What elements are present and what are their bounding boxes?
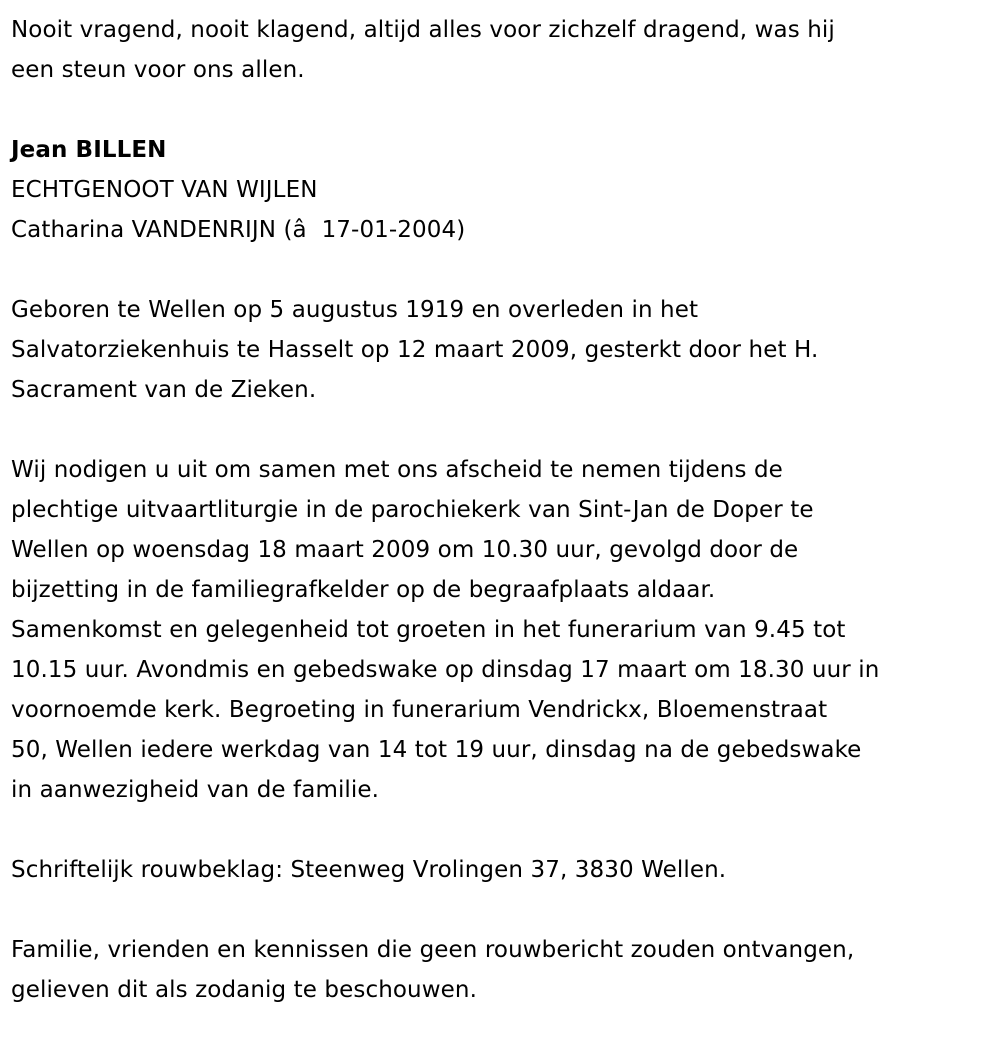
closing-line: Familie, vrienden en kennissen die geen rouwbericht zouden ontvangen,: [11, 937, 855, 963]
condolence-address: Schriftelijk rouwbeklag: Steenweg Vrolingen 37, 3830 Wellen.: [11, 857, 727, 883]
deceased-relation: ECHTGENOOT VAN WIJLEN: [11, 177, 318, 203]
invitation-line: 10.15 uur. Avondmis en gebedswake op dinsdag 17 maart om 18.30 uur in: [11, 657, 880, 683]
condolence-paragraph: [11, 850, 991, 890]
motto-line: Nooit vragend, nooit klagend, altijd alles voor zichzelf dragend, was hij: [11, 17, 835, 43]
spacer: [11, 90, 991, 130]
obituary-document: [11, 10, 991, 1010]
deceased-name: Jean BILLEN: [11, 137, 167, 163]
spacer: [11, 810, 991, 850]
invitation-line: voornoemde kerk. Begroeting in funerarium Vendrickx, Bloemenstraat: [11, 697, 828, 723]
birth-death-line: Salvatorziekenhuis te Hasselt op 12 maart 2009, gesterkt door het H.: [11, 337, 819, 363]
invitation-line: plechtige uitvaartliturgie in de parochiekerk van Sint-Jan de Doper te: [11, 497, 814, 523]
motto-paragraph: [11, 10, 991, 90]
invitation-line: Wellen op woensdag 18 maart 2009 om 10.30 uur, gevolgd door de: [11, 537, 799, 563]
invitation-line: bijzetting in de familiegrafkelder op de begraafplaats aldaar.: [11, 577, 716, 603]
closing-line: gelieven dit als zodanig te beschouwen.: [11, 977, 477, 1003]
invitation-line: Samenkomst en gelegenheid tot groeten in het funerarium van 9.45 tot: [11, 617, 846, 643]
birth-death-line: Sacrament van de Zieken.: [11, 377, 317, 403]
birth-death-paragraph: [11, 290, 991, 410]
deceased-block: [11, 130, 991, 250]
spacer: [11, 890, 991, 930]
spouse-name: Catharina VANDENRIJN (â 17-01-2004): [11, 217, 466, 243]
motto-line: een steun voor ons allen.: [11, 57, 305, 83]
invitation-line: in aanwezigheid van de familie.: [11, 777, 380, 803]
invitation-line: Wij nodigen u uit om samen met ons afscheid te nemen tijdens de: [11, 457, 783, 483]
invitation-paragraph: [11, 450, 991, 810]
spacer: [11, 250, 991, 290]
invitation-line: 50, Wellen iedere werkdag van 14 tot 19 uur, dinsdag na de gebedswake: [11, 737, 862, 763]
closing-paragraph: [11, 930, 991, 1010]
spacer: [11, 410, 991, 450]
birth-death-line: Geboren te Wellen op 5 augustus 1919 en overleden in het: [11, 297, 699, 323]
